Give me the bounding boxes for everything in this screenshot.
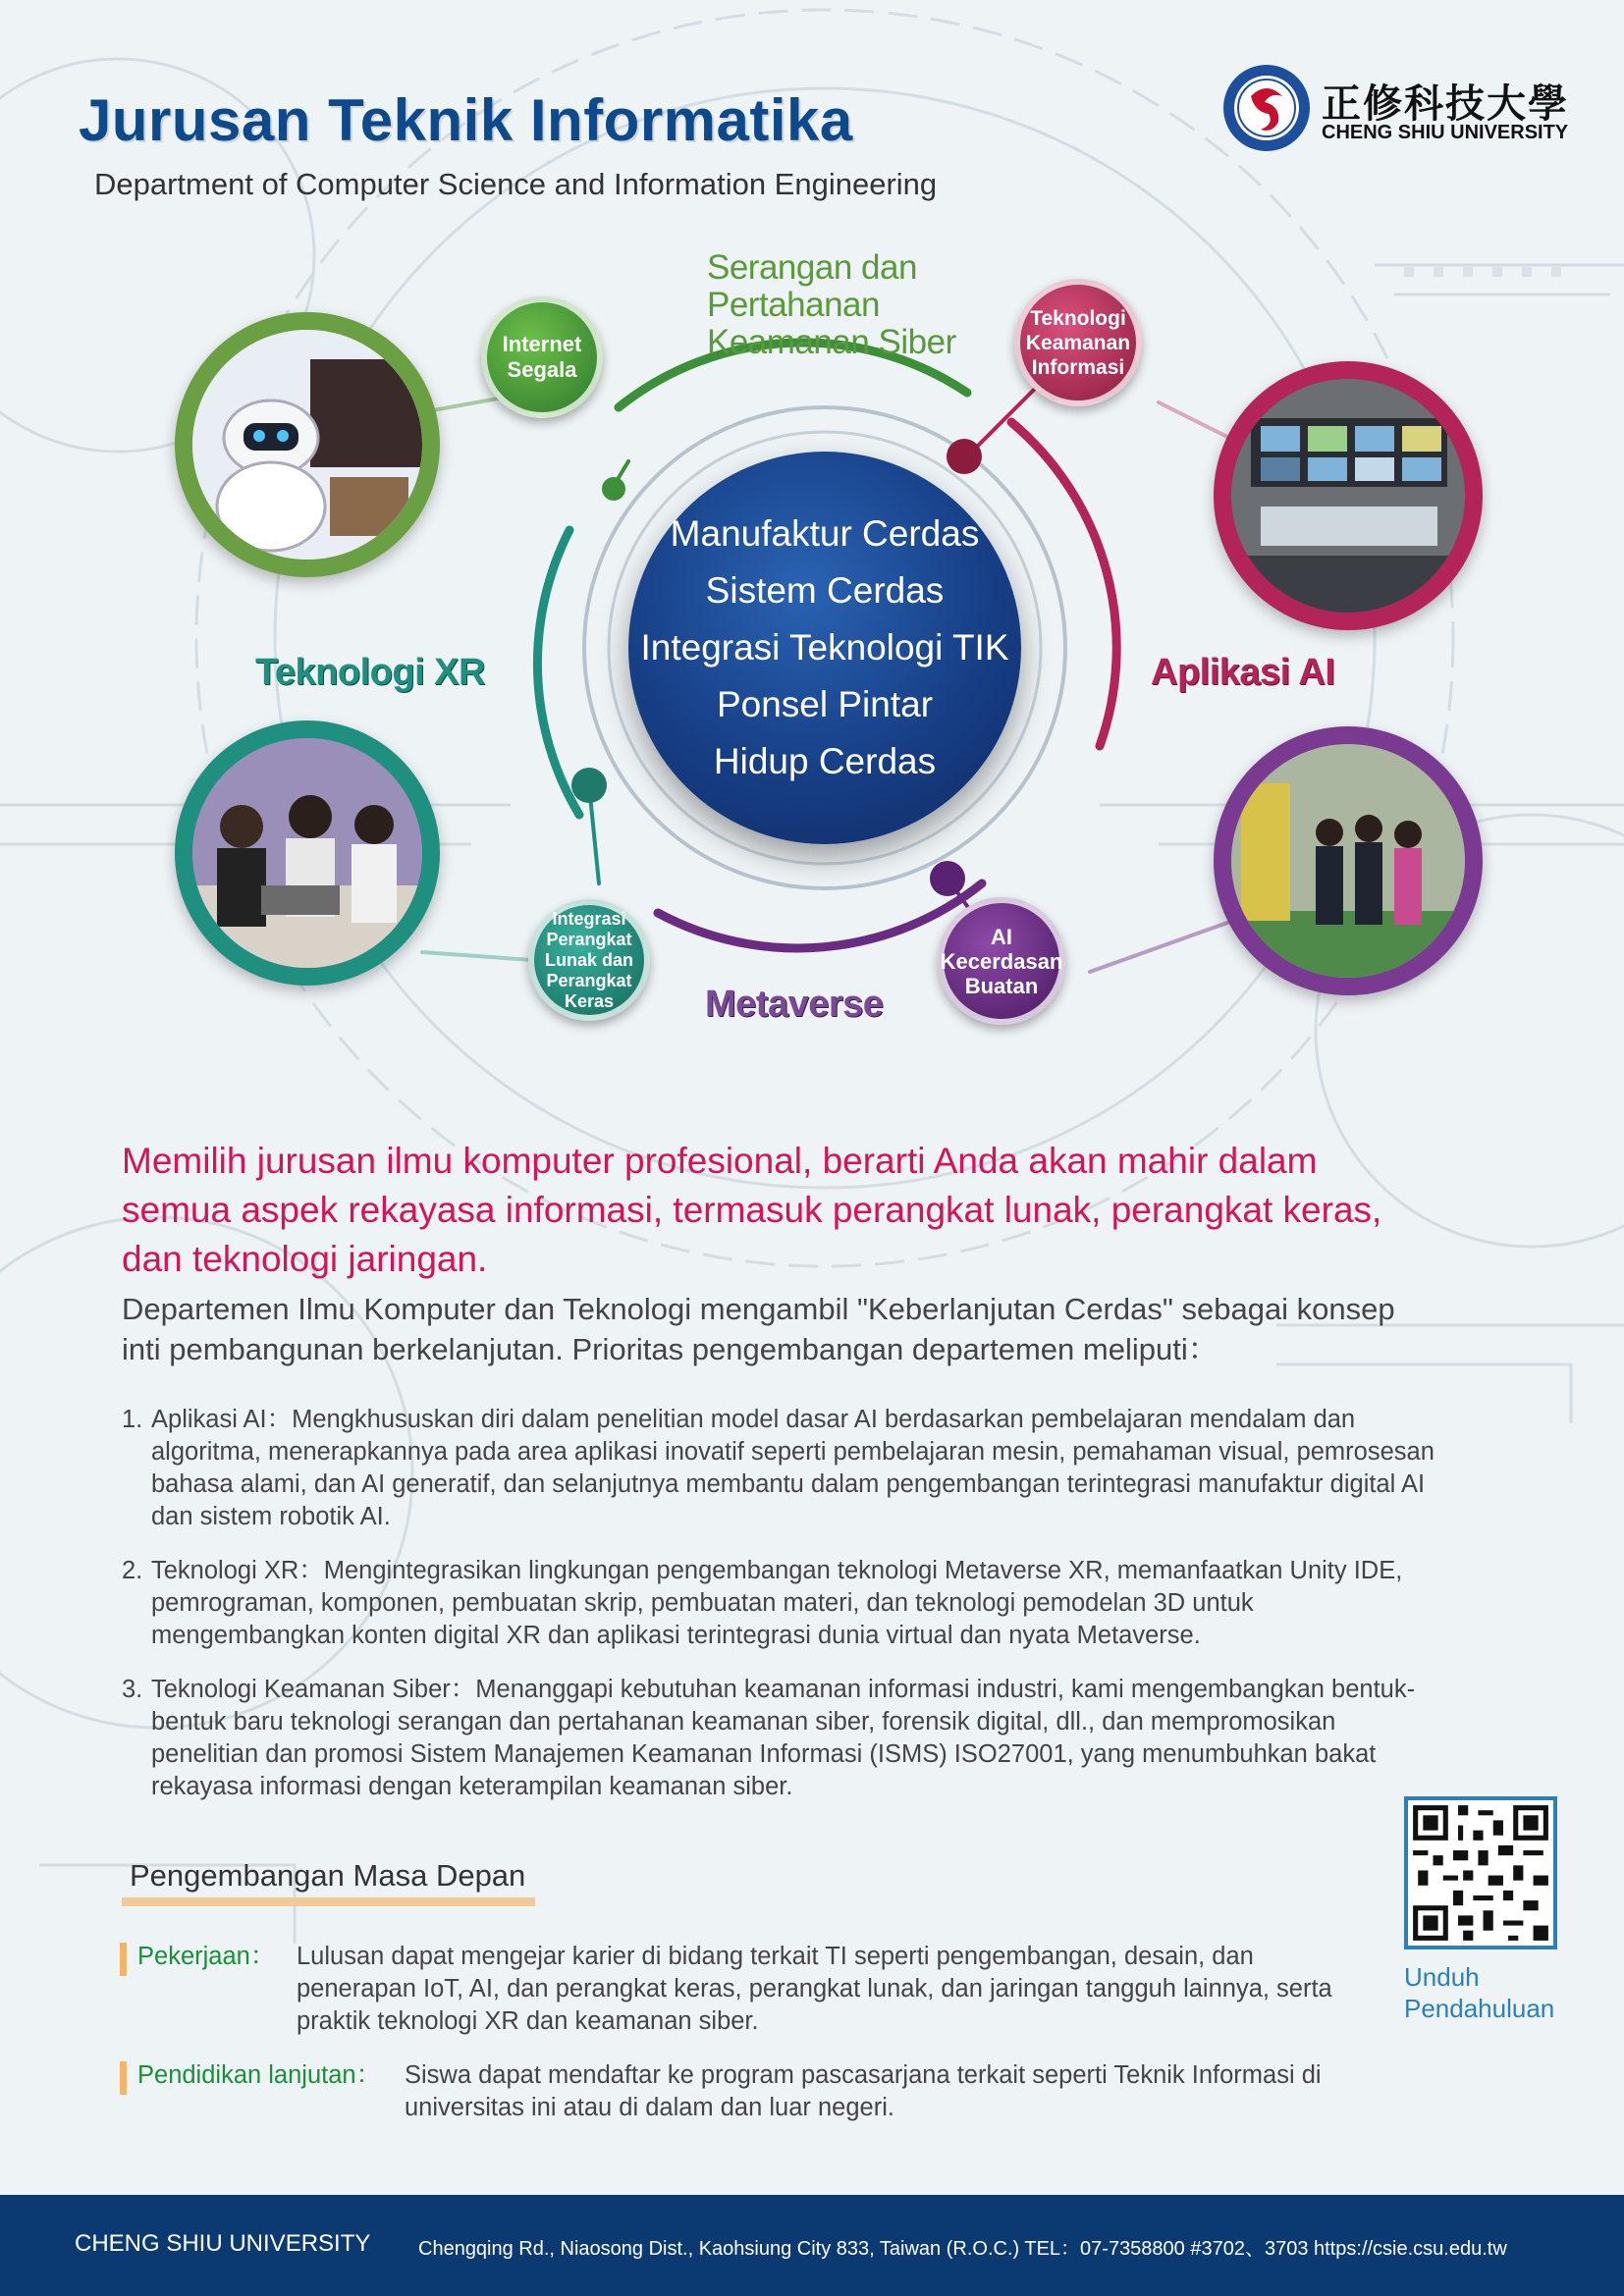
node-hwsw <box>528 899 650 1021</box>
students-icon <box>192 738 422 968</box>
center-topic-5: Hidup Cerdas <box>713 741 937 781</box>
list-item <box>122 1404 1437 1533</box>
robot-photo <box>175 312 440 577</box>
page-title: Jurusan Teknik Informatika <box>79 87 853 153</box>
node-infosec <box>1014 279 1142 406</box>
qr-code[interactable] <box>1404 1796 1557 1949</box>
node-iot <box>481 296 603 418</box>
education-text: Siswa dapat mendaftar ke program pascasarjana terkait seperti Teknik Informasi di universitas ini atau di dalam dan luar negeri. <box>405 2061 1322 2121</box>
label-xr: Teknologi XR <box>255 652 485 693</box>
career-marker <box>120 1943 127 1976</box>
factory-icon <box>1231 744 1465 978</box>
qr-caption[interactable]: Unduh Pendahuluan <box>1404 1962 1555 2023</box>
intro-paragraph: Departemen Ilmu Komputer dan Teknologi mengambil "Keberlanjutan Cerdas" sebagai konsep inti pembangunan berkelanjutan. Prioritas pengembangan departemen meliputi： <box>122 1292 1395 1366</box>
node-iot-label: Internet Segala <box>502 332 582 382</box>
education-label: Pendidikan lanjutan： <box>137 2061 382 2089</box>
qr-code-icon <box>1408 1800 1553 1946</box>
list-number: 3. <box>122 1676 143 1703</box>
node-hwsw-label: Integrasi Perangkat Lunak dan Perangkat Keras <box>544 908 633 1011</box>
career-label: Pekerjaan： <box>137 1943 276 1970</box>
university-seal-icon <box>1221 63 1312 153</box>
education-marker <box>120 2061 127 2095</box>
page-subtitle: Department of Computer Science and Information Engineering <box>94 167 938 201</box>
label-ai-application: Aplikasi AI <box>1151 652 1335 693</box>
education-block <box>120 2059 1377 2138</box>
list-text: Teknologi XR：Mengintegrasikan lingkungan pengembangan teknologi Metaverse XR, memanfaatkan Unity IDE, pemrograman, komponen, pembuatan skrip, pembuatan materi, dan teknologi pemodelan 3D untuk mengembangkan konten digital XR dan aplikasi terintegrasi dunia virtual dan nyata Metaverse. <box>151 1557 1403 1649</box>
list-text: Aplikasi AI：Mengkhususkan diri dalam penelitian model dasar AI berdasarkan pembelajaran mendalam dan algoritma, menerapkannya pada area aplikasi inovatif seperti pembelajaran mesin, pemahaman visual, pemrosesan bahasa alami, dan AI generatif, dan selanjutnya membantu dalam pengembangan terintegrasi manufaktur digital AI dan sistem robotik AI. <box>151 1406 1435 1530</box>
factory-visit-photo <box>1214 726 1483 995</box>
university-name-en: CHENG SHIU UNIVERSITY <box>1322 122 1569 143</box>
label-cybersecurity: Serangan dan Pertahanan Keamanan Siber <box>707 248 956 361</box>
footer-university-name: CHENG SHIU UNIVERSITY <box>75 2230 371 2257</box>
center-topics <box>628 452 1021 844</box>
node-infosec-label: Teknologi Keamanan Informasi <box>1025 306 1131 379</box>
list-item <box>122 1555 1437 1652</box>
center-topic-2: Sistem Cerdas <box>705 570 945 611</box>
node-ai <box>938 897 1065 1025</box>
label-metaverse: Metaverse <box>705 984 884 1025</box>
lead-statement: Memilih jurusan ilmu komputer profesional, berarti Anda akan mahir dalam semua aspek rekayasa informasi, termasuk perangkat lunak, perangkat keras, dan teknologi jaringan. <box>122 1141 1382 1279</box>
priority-list <box>122 1404 1437 1825</box>
monitors-icon <box>1231 379 1465 613</box>
list-number: 2. <box>122 1557 143 1584</box>
university-name-zh: 正修科技大學 <box>1322 81 1569 127</box>
university-logo <box>1221 63 1585 153</box>
control-room-photo <box>1214 361 1483 630</box>
center-topic-3: Integrasi Teknologi TIK <box>640 627 1009 667</box>
list-text: Teknologi Keamanan Siber：Menanggapi kebutuhan keamanan informasi industri, kami mengembangkan bentuk-bentuk baru teknologi serangan dan pertahanan keamanan siber, forensik digital, dll., dan mempromosikan penelitian dan promosi Sistem Manajemen Keamanan Informasi (ISMS) ISO27001, yang menumbuhkan bakat rekayasa informasi dengan keterampilan keamanan siber. <box>151 1676 1416 1800</box>
list-number: 1. <box>122 1406 143 1433</box>
footer-contact: Chengqing Rd., Niaosong Dist., Kaohsiung City 833, Taiwan (R.O.C.) TEL：07-7358800 #3702、3703 https://csie.csu.edu.tw <box>418 2238 1507 2260</box>
focus-diagram <box>0 236 1624 1090</box>
robot-icon <box>192 330 422 560</box>
center-topic-4: Ponsel Pintar <box>716 684 934 724</box>
career-text: Lulusan dapat mengejar karier di bidang terkait TI seperti pengembangan, desain, dan penerapan IoT, AI, dan perangkat keras, perangkat lunak, dan jaringan tangguh lainnya, serta praktik teknologi XR dan keamanan siber. <box>297 1943 1332 2035</box>
list-item <box>122 1674 1437 1803</box>
footer <box>0 2195 1624 2296</box>
center-topic-1: Manufaktur Cerdas <box>670 513 980 554</box>
career-block <box>120 1941 1377 2049</box>
students-photo <box>175 721 440 986</box>
node-ai-label: AI Kecerdasan Buatan <box>940 924 1063 998</box>
future-section-title: Pengembangan Masa Depan <box>122 1858 535 1906</box>
